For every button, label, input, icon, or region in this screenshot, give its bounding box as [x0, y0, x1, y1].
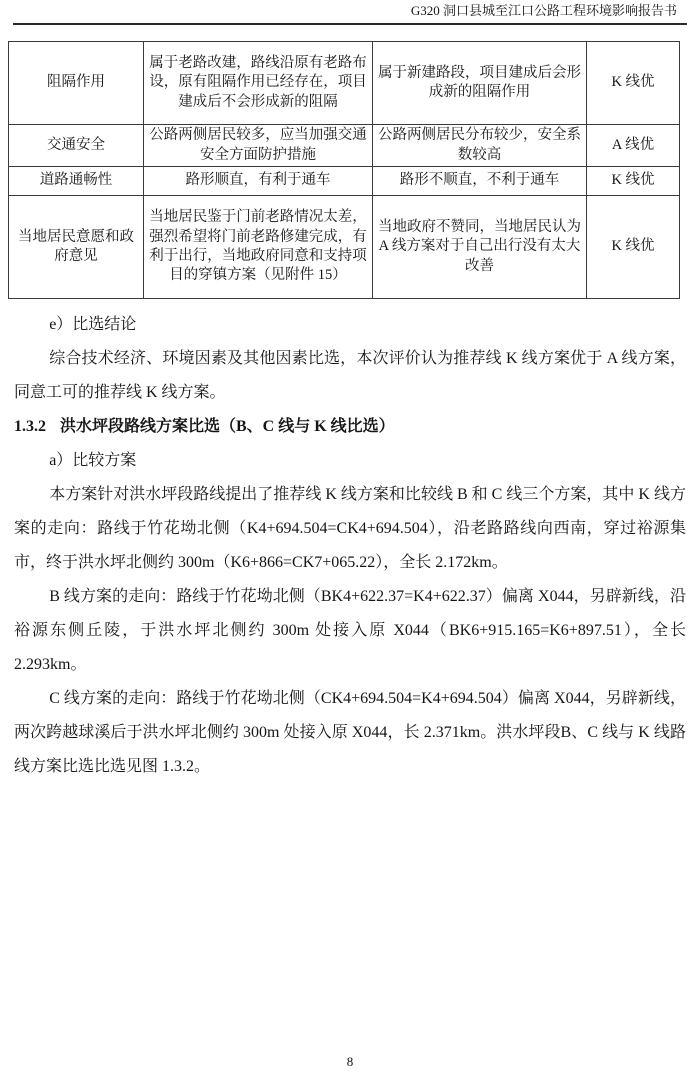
body-text	[14, 308, 686, 784]
k-line-description: 路形顺直，有利于通车	[144, 167, 373, 196]
a-line-description: 公路两侧居民分布较少，安全系数较高	[373, 125, 587, 167]
section-number: 1.3.2	[14, 418, 46, 435]
k-line-description: 属于老路改建，路线沿原有老路布设，原有阻隔作用已经存在，项目建成后不会形成新的阻隔	[144, 42, 373, 125]
page-header	[13, 0, 687, 25]
paragraph-conclusion: 综合技术经济、环境因素及其他因素比选，本次评价认为推荐线 K 线方案优于 A 线方案，同意工可的推荐线 K 线方案。	[14, 350, 686, 401]
row-conclusion: K 线优	[587, 42, 680, 125]
a-line-description: 路形不顺直，不利于通车	[373, 167, 587, 196]
header-title: G320 洞口县城至江口公路工程环境影响报告书	[410, 3, 677, 18]
table-row	[9, 42, 680, 125]
paragraph-b-line: B 线方案的走向：路线于竹花坳北侧（BK4+622.37=K4+622.37）偏离 X044，另辟新线，沿裕源东侧丘陵，于洪水坪北侧约 300m 处接入原 X044（BK6+915.165=K6+897.51），全长 2.293km。	[14, 588, 686, 673]
paragraph-k-line: 本方案针对洪水坪段路线提出了推荐线 K 线方案和比较线 B 和 C 线三个方案，其中 K 线方案的走向：路线于竹花坳北侧（K4+694.504=CK4+694.504），沿老路路线向西南，穿过裕源集市，终于洪水坪北侧约 300m（K6+866=CK7+065.22），全长 2.172km。	[14, 486, 686, 571]
row-item-label: 阻隔作用	[9, 42, 144, 125]
paragraph-c-line: C 线方案的走向：路线于竹花坳北侧（CK4+694.504=K4+694.504）偏离 X044，另辟新线，两次跨越球溪后于洪水坪北侧约 300m 处接入原 X044，长 2.371km。洪水坪段B、C 线与 K 线路线方案比选比选见图 1.3.2。	[14, 690, 686, 775]
row-item-label: 道路通畅性	[9, 167, 144, 196]
row-conclusion: K 线优	[587, 167, 680, 196]
k-line-description: 当地居民鉴于门前老路情况太差，强烈希望将门前老路修建完成，有利于出行，当地政府同意和支持项目的穿镇方案（见附件 15）	[144, 196, 373, 299]
row-item-label: 交通安全	[9, 125, 144, 167]
page-footer	[0, 1054, 700, 1070]
table-row	[9, 125, 680, 167]
subheading-e: e）比选结论	[49, 316, 137, 333]
k-line-description: 公路两侧居民较多，应当加强交通安全方面防护措施	[144, 125, 373, 167]
page-number: 8	[346, 1054, 354, 1069]
subheading-a: a）比较方案	[49, 452, 137, 469]
row-conclusion: A 线优	[587, 125, 680, 167]
a-line-description: 当地政府不赞同，当地居民认为 A 线方案对于自己出行没有太大改善	[373, 196, 587, 299]
table-row	[9, 167, 680, 196]
row-item-label: 当地居民意愿和政府意见	[9, 196, 144, 299]
section-heading-1-3-2	[14, 410, 686, 444]
section-title: 洪水坪段路线方案比选（B、C 线与 K 线比选）	[60, 418, 395, 435]
table-row	[9, 196, 680, 299]
row-conclusion: K 线优	[587, 196, 680, 299]
a-line-description: 属于新建路段，项目建成后会形成新的阻隔作用	[373, 42, 587, 125]
comparison-table	[8, 41, 680, 299]
